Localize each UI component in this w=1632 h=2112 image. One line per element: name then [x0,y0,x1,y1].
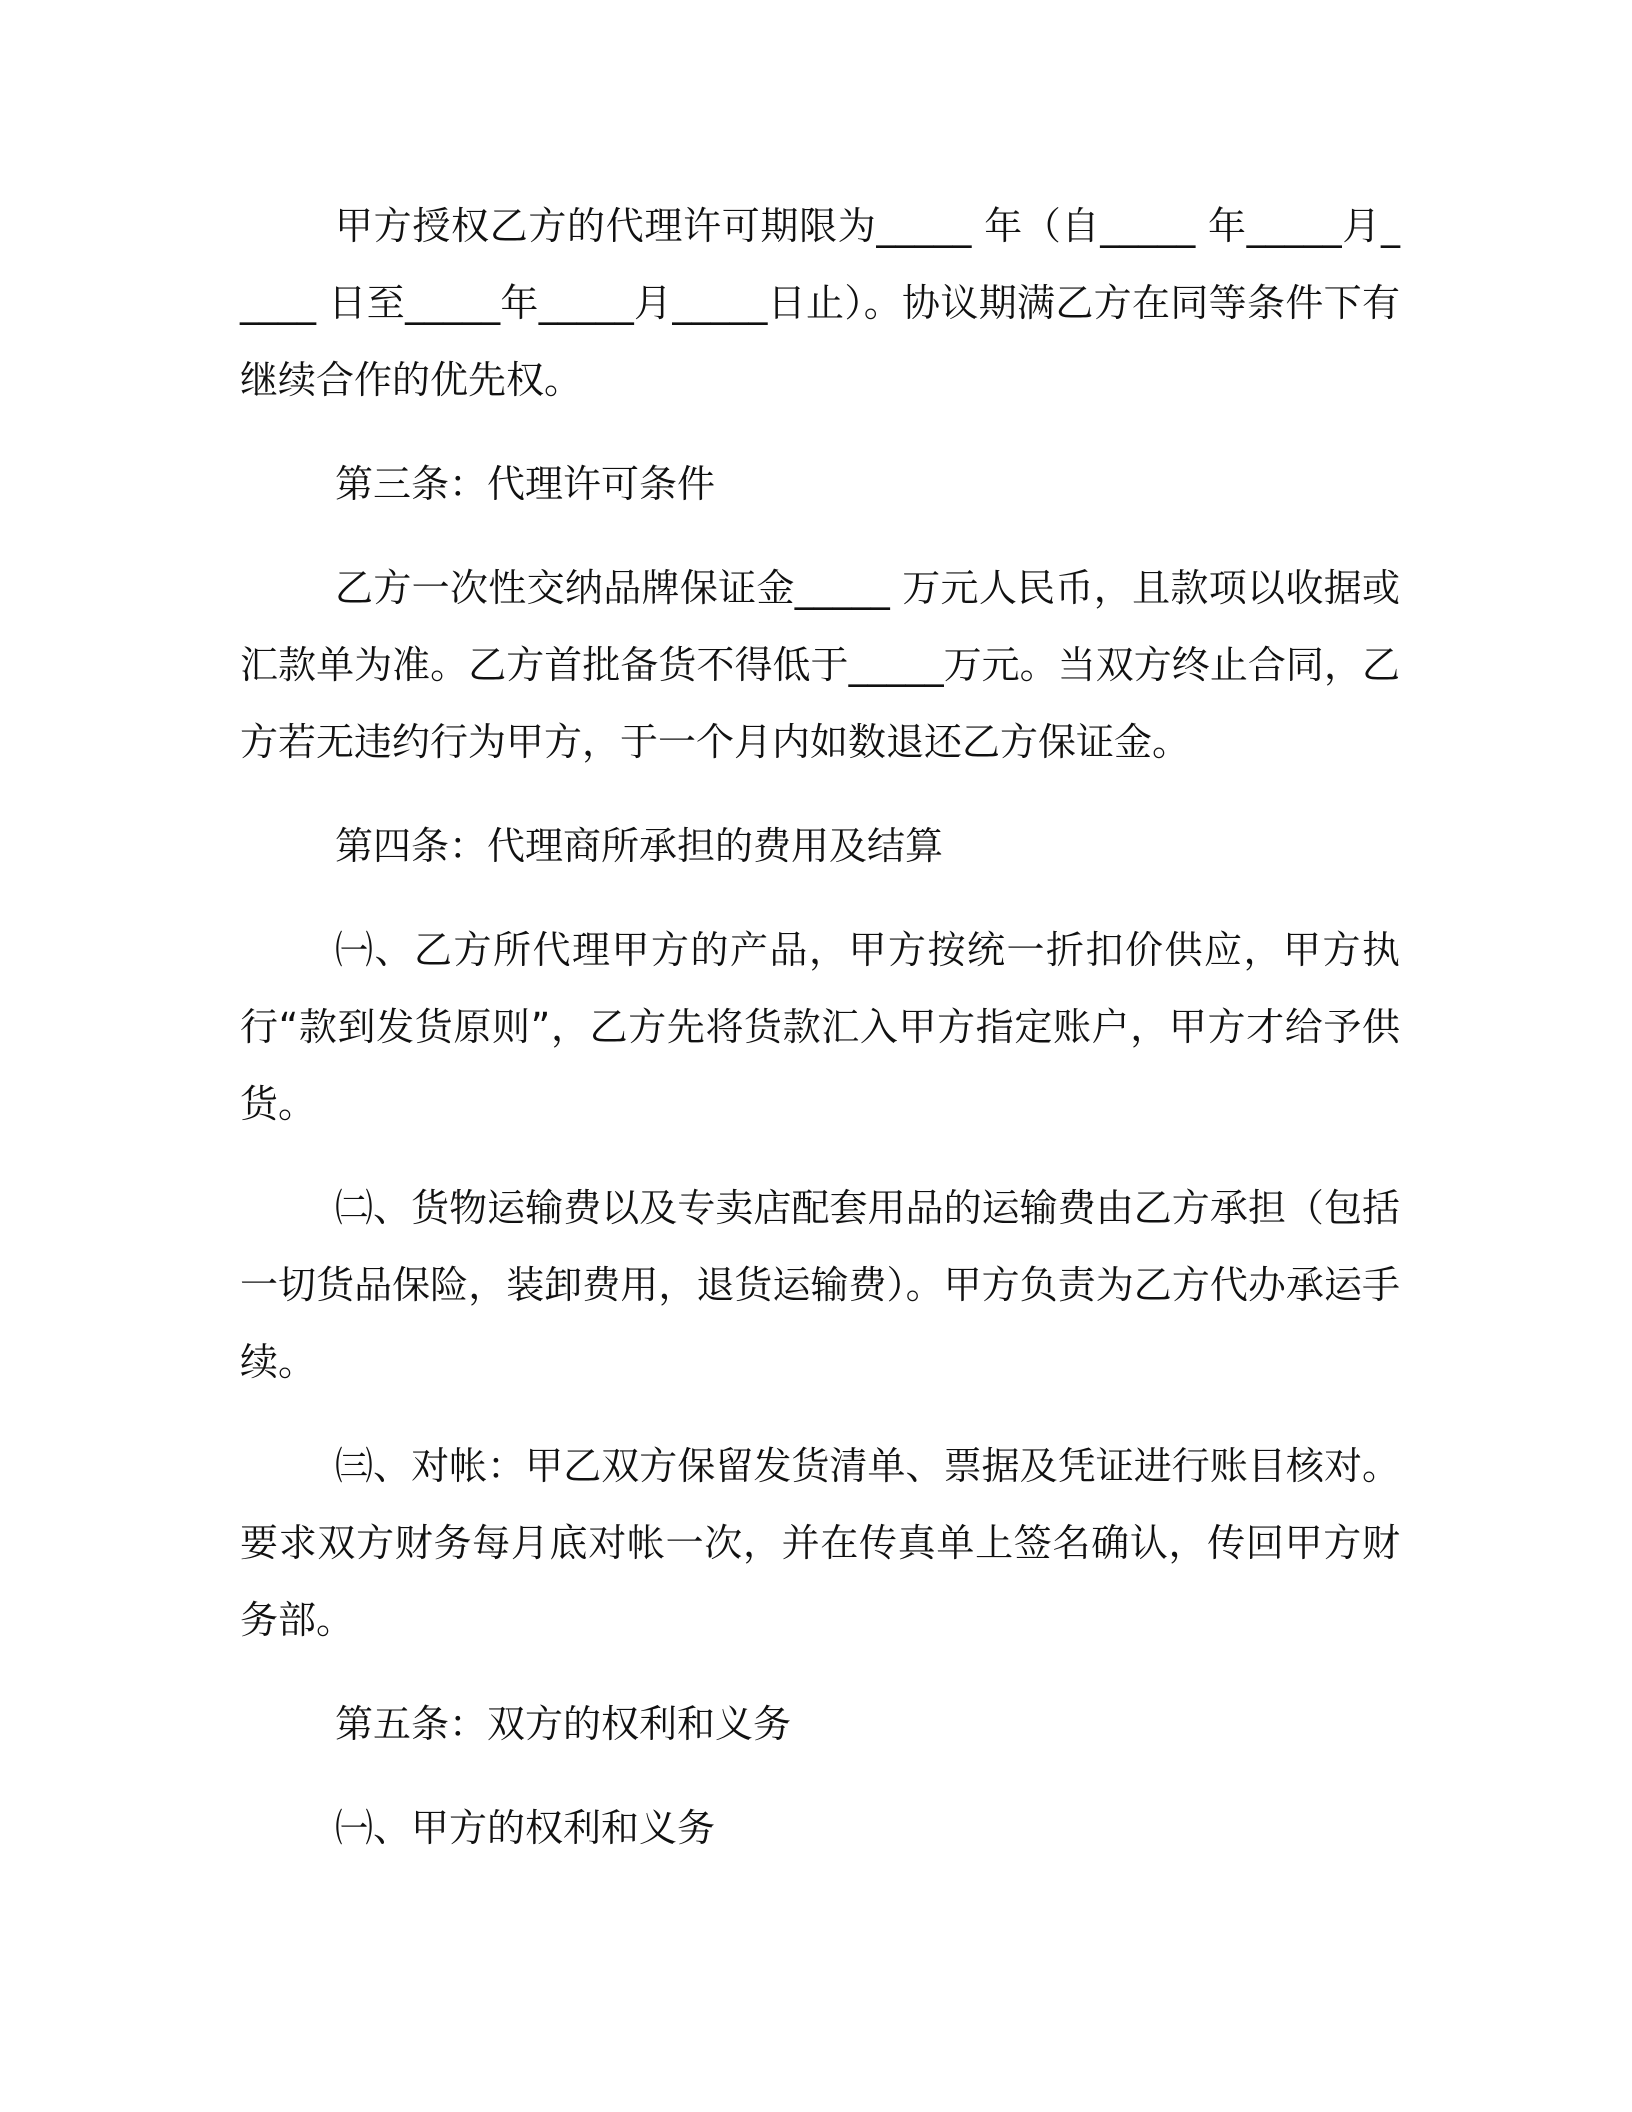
paragraph-gap [240,885,1400,912]
paragraph-gap [240,1143,1400,1170]
paragraph-item-2-shipping: ㈡、货物运输费以及专卖店配套用品的运输费由乙方承担（包括一切货品保险，装卸费用，退货运输费）。甲方负责为乙方代办承运手续。 [240,1186,1400,1384]
paragraph-gap [240,781,1400,808]
paragraph-term-period: 甲方授权乙方的代理许可期限为_____ 年（自_____ 年_____月_____ 日至_____年_____月_____日止）。协议期满乙方在同等条件下有继续合作的优先权。 [240,204,1400,402]
paragraph-gap [240,1763,1400,1790]
paragraph-item-3-reconciliation: ㈢、对帐：甲乙双方保留发货清单、票据及凭证进行账目核对。要求双方财务每月底对帐一次，并在传真单上签名确认，传回甲方财务部。 [240,1444,1400,1642]
heading-article-4: 第四条：代理商所承担的费用及结算 [335,824,944,868]
paragraph-gap [240,523,1400,550]
paragraph-deposit: 乙方一次性交纳品牌保证金_____ 万元人民币，且款项以收据或汇款单为准。乙方首批备货不得低于_____万元。当双方终止合同，乙方若无违约行为甲方，于一个月内如数退还乙方保证金。 [240,566,1400,764]
paragraph-gap [240,419,1400,446]
paragraph-item-1-pricing: ㈠、乙方所代理甲方的产品，甲方按统一折扣价供应，甲方执行“款到发货原则”，乙方先将货款汇入甲方指定账户，甲方才给予供货。 [240,928,1400,1126]
paragraph-item-1-party-a-rights: ㈠、甲方的权利和义务 [335,1806,716,1850]
heading-article-5: 第五条：双方的权利和义务 [335,1702,792,1746]
paragraph-gap [240,1401,1400,1428]
document-body [240,188,1400,1867]
heading-article-3: 第三条：代理许可条件 [335,462,716,506]
paragraph-gap [240,1659,1400,1686]
